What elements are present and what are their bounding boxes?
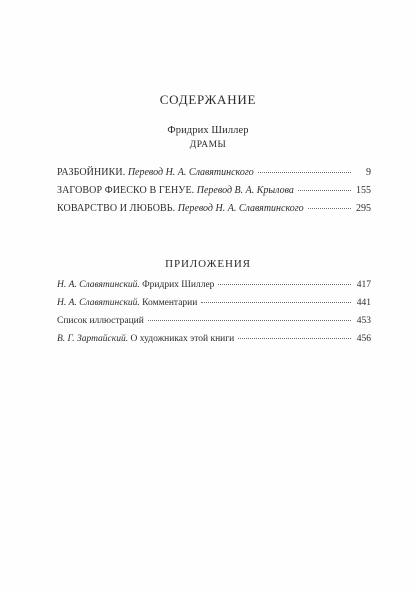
work-translator: Перевод Н. А. Славятинского	[177, 203, 304, 214]
entry-text	[57, 316, 144, 326]
appendix-list	[57, 280, 371, 352]
page-number: 453	[356, 316, 371, 326]
page-number: 295	[356, 203, 371, 214]
genre-heading: ДРАМЫ	[189, 140, 227, 150]
work-title: КОВАРСТВО И ЛЮБОВЬ.	[57, 203, 176, 214]
entry-title: Комментарии	[142, 298, 198, 308]
toc-entry-commentary	[57, 298, 371, 316]
entry-text	[57, 334, 234, 344]
entry-text	[57, 167, 254, 178]
work-translator: Перевод Н. А. Славятинского	[127, 167, 254, 178]
entry-author: Н. А. Славятинский.	[57, 280, 140, 290]
work-title: ЗАГОВОР ФИЕСКО В ГЕНУЕ.	[57, 185, 195, 196]
toc-entry-illustrations	[57, 316, 371, 334]
appendix-heading: ПРИЛОЖЕНИЯ	[165, 258, 251, 270]
page-number: 155	[356, 185, 371, 196]
author-name: Фридрих Шиллер	[167, 125, 249, 136]
page-number: 456	[356, 334, 371, 344]
page-number: 441	[356, 298, 371, 308]
dot-leader	[148, 320, 351, 321]
entry-text	[57, 185, 294, 196]
dot-leader	[201, 302, 351, 303]
contents-title: СОДЕРЖАНИЕ	[159, 92, 257, 107]
toc-entry-intrigue-and-love	[57, 203, 371, 221]
page-number: 9	[366, 167, 371, 178]
toc-entry-robbers	[57, 167, 371, 185]
entry-text	[57, 280, 214, 290]
entry-text	[57, 298, 197, 308]
entry-author: Н. А. Славятинский.	[57, 298, 140, 308]
entry-text	[57, 203, 304, 214]
toc-entry-fiesco	[57, 185, 371, 203]
works-list	[57, 167, 371, 221]
dot-leader	[218, 284, 351, 285]
dot-leader	[298, 190, 351, 191]
work-translator: Перевод В. А. Крылова	[196, 185, 294, 196]
entry-author: В. Г. Зартайский.	[57, 334, 129, 344]
dot-leader	[308, 208, 351, 209]
dot-leader	[238, 338, 351, 339]
dot-leader	[258, 172, 351, 173]
work-title: РАЗБОЙНИКИ.	[57, 167, 126, 178]
entry-title: Список иллюстраций	[57, 316, 144, 326]
entry-title: Фридрих Шиллер	[142, 280, 215, 290]
toc-entry-schiller-essay	[57, 280, 371, 298]
entry-title: О художниках этой книги	[130, 334, 235, 344]
page-number: 417	[356, 280, 371, 290]
toc-entry-artists	[57, 334, 371, 352]
